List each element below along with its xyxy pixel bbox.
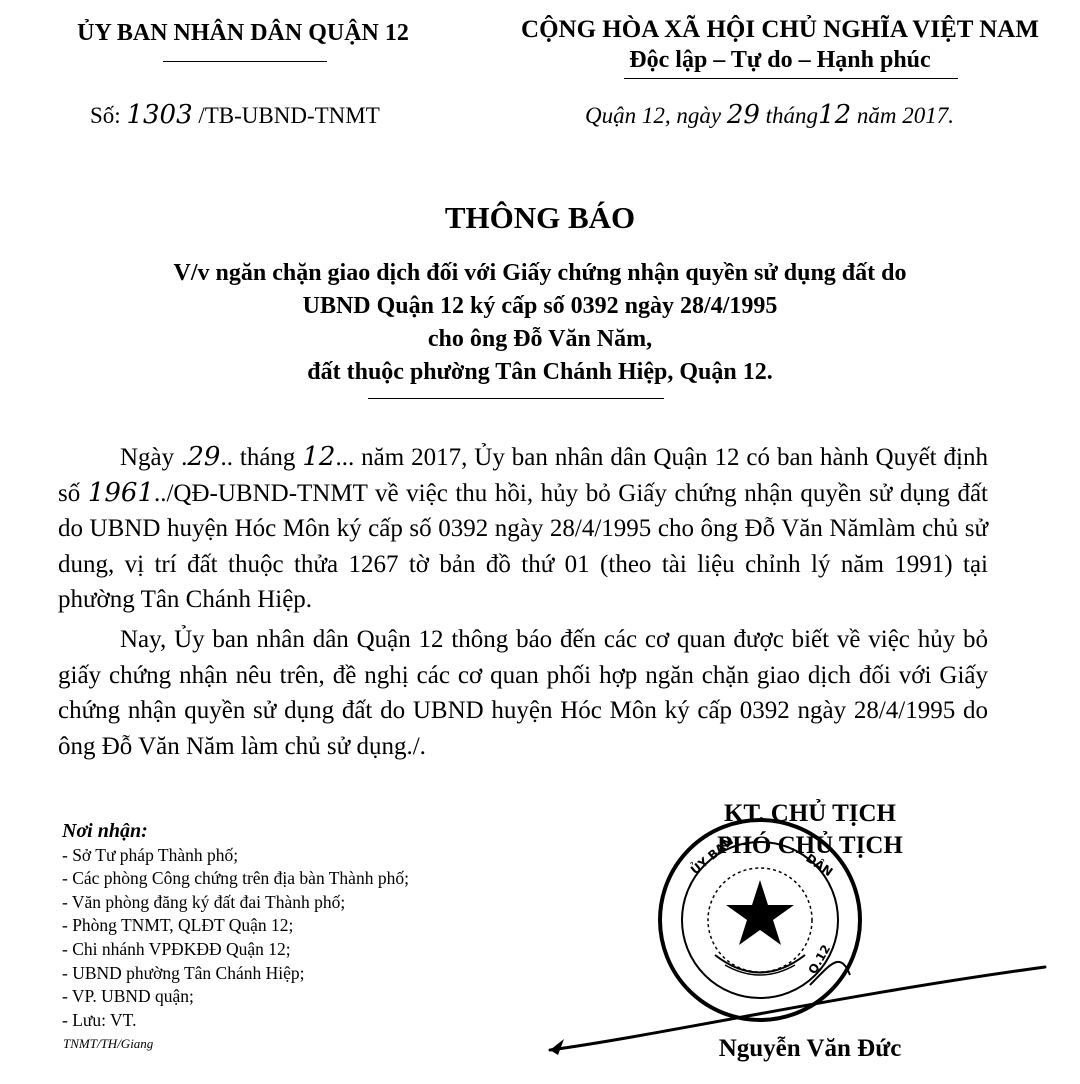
recipients-block [62, 820, 582, 1032]
date-suffix: năm 2017. [851, 103, 955, 128]
document-subject [0, 257, 1080, 389]
issuing-organization: ỦY BAN NHÂN DÂN QUẬN 12 [77, 20, 409, 46]
org-underline [163, 61, 327, 62]
national-title: CỘNG HÒA XÃ HỘI CHỦ NGHĨA VIỆT NAM [521, 16, 1039, 43]
document-number [90, 100, 380, 130]
p1-text: Ngày . [120, 444, 188, 471]
svg-text:ỦY BAN: ỦY BAN [687, 833, 737, 878]
body-paragraph-1 [58, 440, 988, 618]
recipient-item: - Các phòng Công chứng trên địa bàn Thành phố; [62, 868, 409, 889]
p1-day-handwritten: 29 [187, 442, 221, 472]
date-month-handwritten: 12 [818, 100, 852, 130]
date-prefix: Quận 12, ngày [585, 103, 727, 128]
subject-underline [368, 398, 664, 399]
subject-line: đất thuộc phường Tân Chánh Hiệp, Quận 12. [307, 359, 773, 385]
document-title: THÔNG BÁO [444, 200, 636, 235]
p1-decision-handwritten: 1961 [87, 477, 154, 508]
signature-role-line-1: KT. CHỦ TỊCH [723, 800, 897, 827]
svg-text:Q.12: Q.12 [805, 942, 834, 977]
national-motto: Độc lập – Tự do – Hạnh phúc [629, 47, 931, 73]
p1-text: ../QĐ-UBND-TNMT về việc thu hồi, hủy bỏ Giấy chứng nhận quyền sử dụng đất do UBND huyện Hóc Môn ký cấp số 0392 ngày 28/4/1995 cho ông Đỗ Văn Nămlàm chủ sử dung, vị trí đất thuộc thửa 1267 tờ bản đồ thứ 01 (theo tài liệu chỉnh lý năm 1991) tại phường Tân Chánh Hiệp. [58, 479, 989, 613]
p1-text: .. tháng [220, 444, 303, 471]
signature-role-line-2: PHÓ CHỦ TỊCH [717, 832, 903, 859]
subject-line: UBND Quận 12 ký cấp số 0392 ngày 28/4/1995 [302, 293, 778, 319]
date-mid: tháng [759, 103, 819, 128]
p1-month-handwritten: 12 [302, 442, 336, 472]
body-paragraph-2 [58, 622, 988, 764]
recipient-item: - Lưu: VT. [62, 1009, 137, 1030]
recipient-item: - VP. UBND quận; [62, 986, 194, 1007]
motto-underline [624, 78, 958, 79]
p1-text: ... năm 2017, Ủy ban nhân dân Quận 12 có ban hành Quyết định số [58, 444, 988, 507]
svg-text:DÂN: DÂN [803, 850, 836, 880]
recipient-item: - Chi nhánh VPĐKĐĐ Quận 12; [62, 938, 291, 959]
recipient-item: - Văn phòng đăng ký đất đai Thành phố; [62, 891, 346, 912]
recipient-item: - UBND phường Tân Chánh Hiệp; [62, 962, 305, 983]
recipient-item: - Phòng TNMT, QLĐT Quận 12; [62, 915, 294, 936]
signer-name: Nguyễn Văn Đức [718, 1035, 902, 1062]
subject-line: cho ông Đỗ Văn Năm, [427, 326, 653, 352]
issue-date-line [585, 100, 954, 130]
doc-number-prefix: Số: [90, 103, 127, 128]
recipient-item: - Sở Tư pháp Thành phố; [62, 844, 239, 865]
doc-number-handwritten: 1303 [126, 100, 193, 130]
p2-text: Nay, Ủy ban nhân dân Quận 12 thông báo đến các cơ quan được biết về việc hủy bỏ giấy chứng nhận nêu trên, đề nghị các cơ quan phối hợp ngăn chặn giao dịch đối với Giấy chứng nhận quyền sử dụng đất do UBND huyện Hóc Môn ký cấp 0392 ngày 28/4/1995 do ông Đỗ Văn Năm làm chủ sử dụng./. [58, 626, 988, 760]
drafter-initials: TNMT/TH/Giang [63, 1036, 154, 1051]
doc-number-suffix: /TB-UBND-TNMT [192, 103, 380, 128]
date-day-handwritten: 29 [726, 100, 760, 130]
subject-line: V/v ngăn chặn giao dịch đối với Giấy chứng nhận quyền sử dụng đất do [173, 260, 907, 286]
recipients-title: Nơi nhận: [62, 820, 148, 842]
